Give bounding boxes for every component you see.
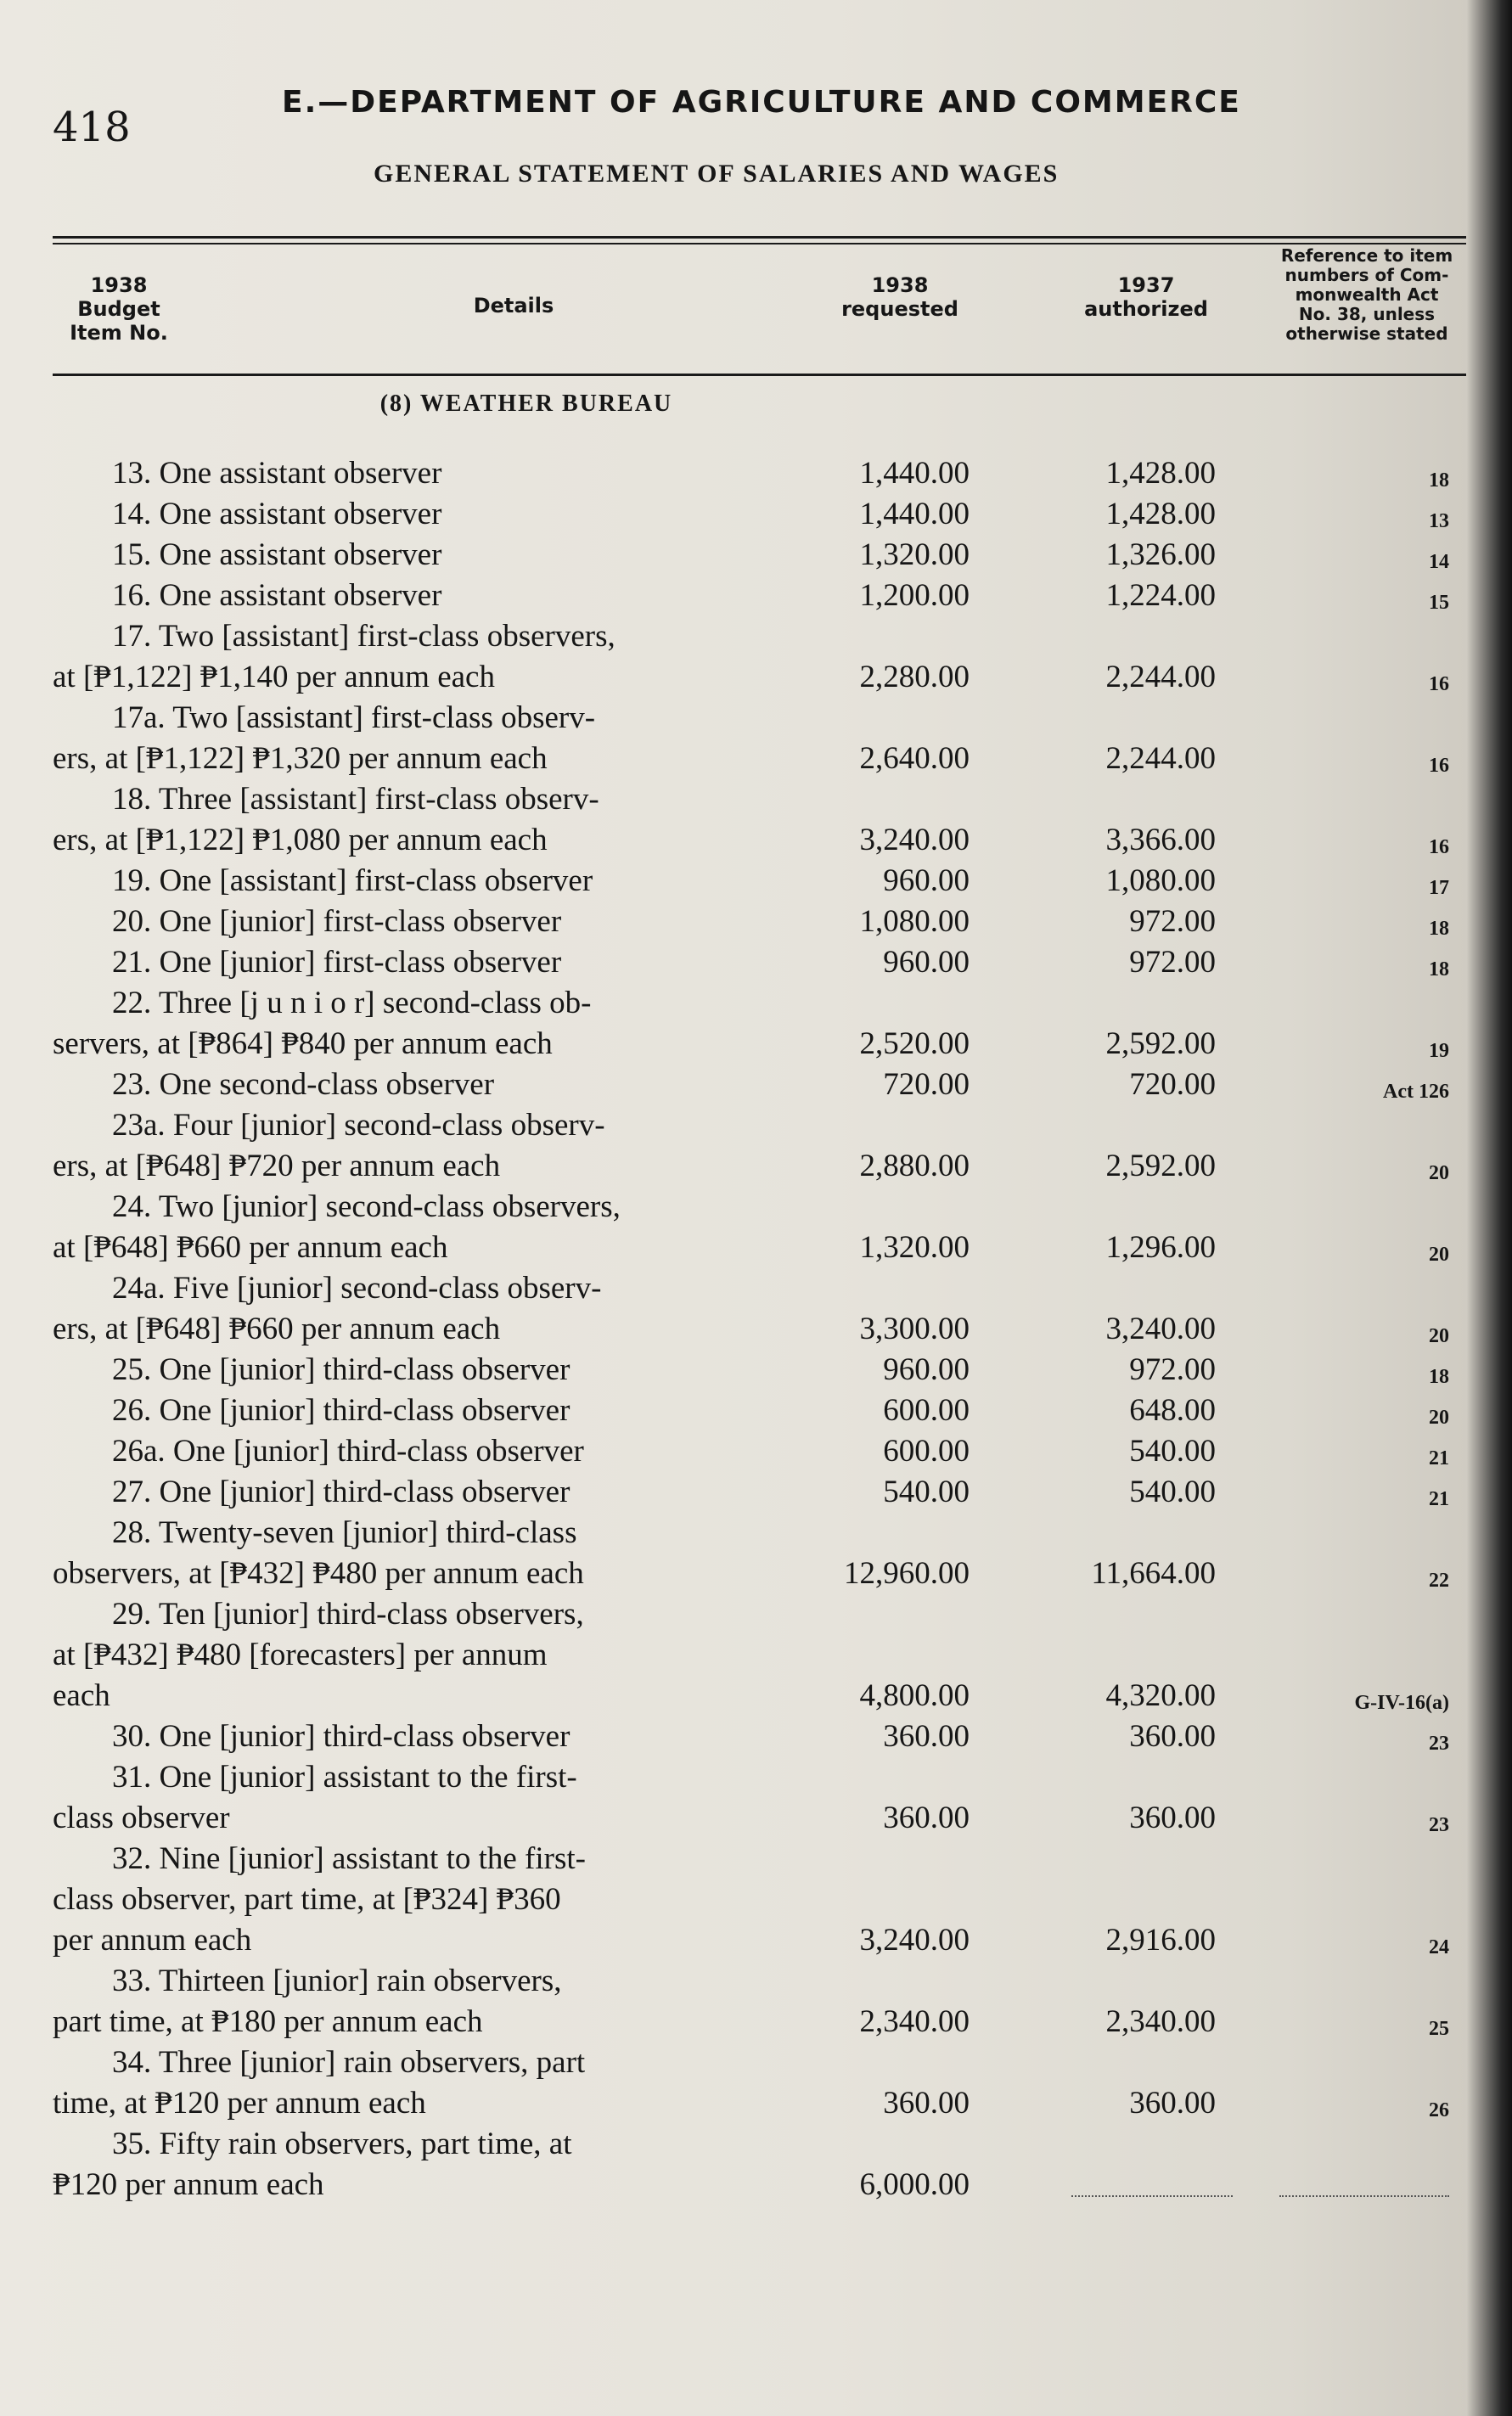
header-rule-top <box>53 236 1466 239</box>
requested-value: 3,240.00 <box>859 823 970 857</box>
table-row <box>53 1350 1479 1391</box>
authorized-value: 2,916.00 <box>1105 1923 1216 1958</box>
row-detail-line: servers, at [₱864] ₱840 per annum each <box>53 1026 553 1061</box>
reference-value: 20 <box>1429 1244 1449 1266</box>
row-detail-line: 17. Two [assistant] first-class observers, <box>112 619 615 654</box>
row-detail-line: 16. One assistant observer <box>112 578 442 613</box>
row-detail-line: 34. Three [junior] rain observers, part <box>112 2045 586 2080</box>
reference-value: 22 <box>1429 1570 1449 1592</box>
reference-value: 18 <box>1429 469 1449 492</box>
table-row <box>53 494 1479 535</box>
row-detail-line: ers, at [₱648] ₱720 per annum each <box>53 1149 501 1183</box>
requested-value: 2,280.00 <box>859 660 970 694</box>
row-detail-line: per annum each <box>53 1923 252 1958</box>
requested-value: 2,340.00 <box>859 2004 970 2039</box>
reference-value: 16 <box>1429 836 1449 858</box>
row-detail-line: 17a. Two [assistant] first-class observ- <box>112 700 596 735</box>
row-detail-line: 18. Three [assistant] first-class observ- <box>112 782 599 817</box>
reference-value: 20 <box>1429 1325 1449 1347</box>
reference-value: 14 <box>1429 551 1449 573</box>
table-row <box>53 1472 1479 1513</box>
row-detail-line: 15. One assistant observer <box>112 537 442 572</box>
row-detail-line: observers, at [₱432] ₱480 per annum each <box>53 1556 584 1591</box>
reference-value: 18 <box>1429 958 1449 980</box>
requested-value: 2,880.00 <box>859 1149 970 1183</box>
table-row <box>53 861 1479 902</box>
requested-value: 360.00 <box>883 1801 970 1835</box>
authorized-value: 720.00 <box>1129 1067 1216 1102</box>
reference-value: 21 <box>1429 1447 1449 1469</box>
reference-value: 23 <box>1429 1814 1449 1836</box>
authorized-value: 972.00 <box>1129 1352 1216 1387</box>
requested-value: 1,320.00 <box>859 1230 970 1265</box>
table-row <box>53 453 1479 494</box>
row-detail-line: 24a. Five [junior] second-class observ- <box>112 1271 602 1306</box>
authorized-blank <box>1071 2195 1233 2197</box>
authorized-value: 1,224.00 <box>1105 578 1216 613</box>
table-row <box>53 2124 1479 2205</box>
table-row <box>53 1391 1479 1431</box>
header-rule-top-2 <box>53 243 1466 244</box>
row-detail-line: 26a. One [junior] third-class observer <box>112 1434 584 1469</box>
table-row <box>53 535 1479 576</box>
authorized-value: 2,340.00 <box>1105 2004 1216 2039</box>
header-item-no: 1938 Budget Item No. <box>70 273 168 345</box>
table-row <box>53 2042 1479 2124</box>
header-details: Details <box>473 294 554 317</box>
table-row <box>53 1513 1479 1594</box>
reference-value: 26 <box>1429 2099 1449 2121</box>
reference-value: 25 <box>1429 2018 1449 2040</box>
table-row <box>53 779 1479 861</box>
reference-blank <box>1279 2195 1449 2197</box>
header-reference: Reference to item numbers of Com- monwealth Act No. 38, unless otherwise stated <box>1280 245 1453 344</box>
table-row <box>53 1839 1479 1961</box>
authorized-value: 3,366.00 <box>1105 823 1216 857</box>
row-detail-line: 23a. Four [junior] second-class observ- <box>112 1108 605 1143</box>
authorized-value: 2,592.00 <box>1105 1026 1216 1061</box>
requested-value: 1,320.00 <box>859 537 970 572</box>
requested-value: 4,800.00 <box>859 1678 970 1713</box>
authorized-value: 360.00 <box>1129 1719 1216 1754</box>
header-rule-bottom <box>53 374 1466 376</box>
row-detail-line: 33. Thirteen [junior] rain observers, <box>112 1964 562 1998</box>
header-requested: 1938 requested <box>841 273 958 321</box>
page-number: 418 <box>53 104 131 151</box>
row-detail-line: ers, at [₱1,122] ₱1,320 per annum each <box>53 741 548 776</box>
header-authorized: 1937 authorized <box>1084 273 1208 321</box>
reference-value: 21 <box>1429 1488 1449 1510</box>
authorized-value: 1,080.00 <box>1105 863 1216 898</box>
row-detail-line: 20. One [junior] first-class observer <box>112 904 562 939</box>
statement-title: GENERAL STATEMENT OF SALARIES AND WAGES <box>374 160 1060 188</box>
table-row <box>53 616 1479 698</box>
reference-value: 19 <box>1429 1040 1449 1062</box>
requested-value: 720.00 <box>883 1067 970 1102</box>
row-detail-line: class observer, part time, at [₱324] ₱360 <box>53 1882 561 1917</box>
row-detail-line: 27. One [junior] third-class observer <box>112 1475 571 1509</box>
reference-value: 23 <box>1429 1733 1449 1755</box>
reference-value: 15 <box>1429 592 1449 614</box>
reference-value: 16 <box>1429 673 1449 695</box>
department-title: E.—DEPARTMENT OF AGRICULTURE AND COMMERCE <box>282 85 1241 120</box>
row-detail-line: 26. One [junior] third-class observer <box>112 1393 571 1428</box>
authorized-value: 2,592.00 <box>1105 1149 1216 1183</box>
authorized-value: 360.00 <box>1129 1801 1216 1835</box>
requested-value: 960.00 <box>883 945 970 980</box>
requested-value: 960.00 <box>883 1352 970 1387</box>
table-row <box>53 1961 1479 2042</box>
row-detail-line: 29. Ten [junior] third-class observers, <box>112 1597 584 1632</box>
reference-value: 20 <box>1429 1407 1449 1429</box>
row-detail-line: 21. One [junior] first-class observer <box>112 945 562 980</box>
authorized-value: 972.00 <box>1129 904 1216 939</box>
row-detail-line: each <box>53 1678 110 1713</box>
row-detail-line: 25. One [junior] third-class observer <box>112 1352 571 1387</box>
row-detail-line: 28. Twenty-seven [junior] third-class <box>112 1515 577 1550</box>
row-detail-line: at [₱1,122] ₱1,140 per annum each <box>53 660 495 694</box>
authorized-value: 360.00 <box>1129 2086 1216 2121</box>
reference-value: 18 <box>1429 1366 1449 1388</box>
authorized-value: 3,240.00 <box>1105 1312 1216 1346</box>
reference-value: 18 <box>1429 918 1449 940</box>
authorized-value: 1,428.00 <box>1105 497 1216 531</box>
row-detail-line: 22. Three [j u n i o r] second-class ob- <box>112 986 592 1020</box>
requested-value: 600.00 <box>883 1393 970 1428</box>
requested-value: 600.00 <box>883 1434 970 1469</box>
table-row <box>53 698 1479 779</box>
requested-value: 6,000.00 <box>859 2167 970 2202</box>
authorized-value: 2,244.00 <box>1105 741 1216 776</box>
reference-value: G-IV-16(a) <box>1354 1692 1449 1714</box>
requested-value: 360.00 <box>883 1719 970 1754</box>
authorized-value: 2,244.00 <box>1105 660 1216 694</box>
row-detail-line: 31. One [junior] assistant to the first- <box>112 1760 577 1795</box>
requested-value: 12,960.00 <box>844 1556 970 1591</box>
requested-value: 2,520.00 <box>859 1026 970 1061</box>
row-detail-line: at [₱432] ₱480 [forecasters] per annum <box>53 1638 548 1672</box>
row-detail-line: 19. One [assistant] first-class observer <box>112 863 593 898</box>
row-detail-line: ₱120 per annum each <box>53 2167 324 2202</box>
row-detail-line: 32. Nine [junior] assistant to the first- <box>112 1841 586 1876</box>
table-row <box>53 983 1479 1065</box>
authorized-value: 1,326.00 <box>1105 537 1216 572</box>
table-row <box>53 942 1479 983</box>
table-row <box>53 1105 1479 1187</box>
row-detail-line: at [₱648] ₱660 per annum each <box>53 1230 448 1265</box>
requested-value: 1,080.00 <box>859 904 970 939</box>
row-detail-line: 23. One second-class observer <box>112 1067 495 1102</box>
requested-value: 1,440.00 <box>859 497 970 531</box>
table-row <box>53 1594 1479 1716</box>
table-row <box>53 1268 1479 1350</box>
authorized-value: 1,296.00 <box>1105 1230 1216 1265</box>
reference-value: Act 126 <box>1383 1081 1449 1103</box>
table-row <box>53 576 1479 616</box>
row-detail-line: ers, at [₱648] ₱660 per annum each <box>53 1312 501 1346</box>
reference-value: 17 <box>1429 877 1449 899</box>
authorized-value: 648.00 <box>1129 1393 1216 1428</box>
table-row <box>53 1757 1479 1839</box>
row-detail-line: 24. Two [junior] second-class observers, <box>112 1189 621 1224</box>
row-detail-line: time, at ₱120 per annum each <box>53 2086 426 2121</box>
requested-value: 1,440.00 <box>859 456 970 491</box>
requested-value: 3,300.00 <box>859 1312 970 1346</box>
row-detail-line: ers, at [₱1,122] ₱1,080 per annum each <box>53 823 548 857</box>
table-row <box>53 1431 1479 1472</box>
row-detail-line: part time, at ₱180 per annum each <box>53 2004 483 2039</box>
table-row <box>53 902 1479 942</box>
authorized-value: 972.00 <box>1129 945 1216 980</box>
requested-value: 1,200.00 <box>859 578 970 613</box>
table-row <box>53 1065 1479 1105</box>
requested-value: 2,640.00 <box>859 741 970 776</box>
reference-value: 20 <box>1429 1162 1449 1184</box>
row-detail-line: 14. One assistant observer <box>112 497 442 531</box>
authorized-value: 540.00 <box>1129 1475 1216 1509</box>
requested-value: 540.00 <box>883 1475 970 1509</box>
authorized-value: 540.00 <box>1129 1434 1216 1469</box>
reference-value: 16 <box>1429 755 1449 777</box>
authorized-value: 4,320.00 <box>1105 1678 1216 1713</box>
requested-value: 3,240.00 <box>859 1923 970 1958</box>
table-row <box>53 1187 1479 1268</box>
reference-value: 13 <box>1429 510 1449 532</box>
requested-value: 360.00 <box>883 2086 970 2121</box>
authorized-value: 1,428.00 <box>1105 456 1216 491</box>
requested-value: 960.00 <box>883 863 970 898</box>
authorized-value: 11,664.00 <box>1091 1556 1216 1591</box>
section-title: (8) WEATHER BUREAU <box>379 390 673 417</box>
row-detail-line: 30. One [junior] third-class observer <box>112 1719 571 1754</box>
row-detail-line: 35. Fifty rain observers, part time, at <box>112 2127 572 2161</box>
row-detail-line: 13. One assistant observer <box>112 456 442 491</box>
reference-value: 24 <box>1429 1936 1449 1958</box>
table-row <box>53 1716 1479 1757</box>
row-detail-line: class observer <box>53 1801 230 1835</box>
